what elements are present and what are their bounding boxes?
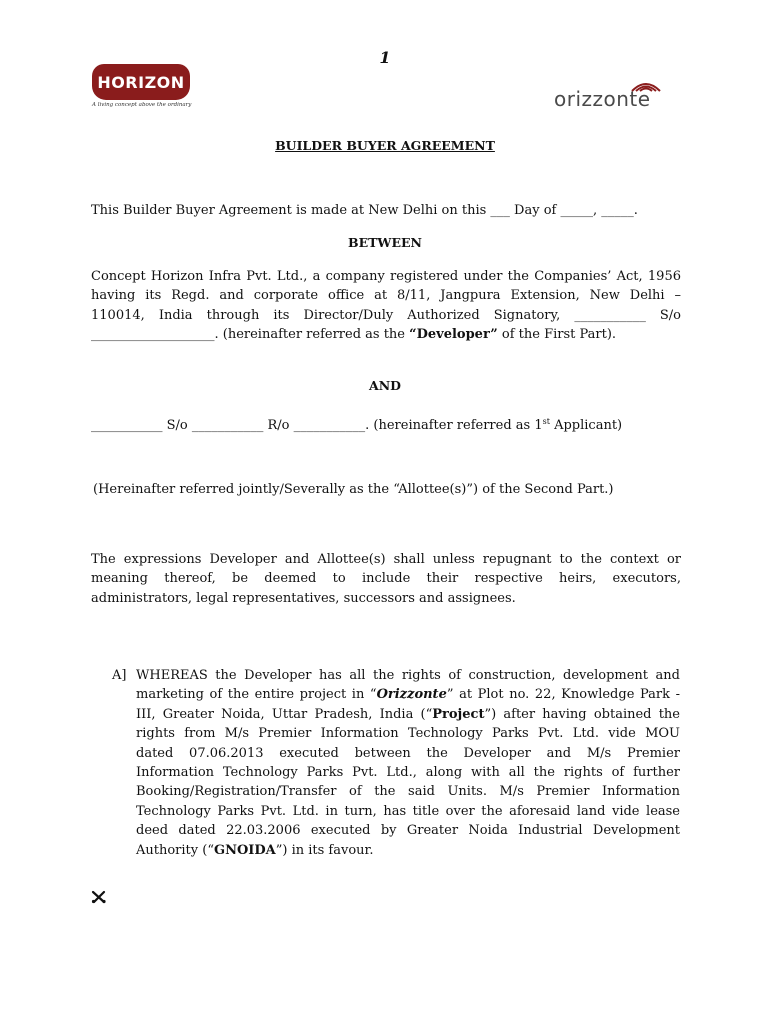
clause-a-line-2-text: marketing of the entire project in “ — [136, 687, 377, 703]
orizzonte-term: Orizzonte — [376, 687, 447, 703]
expressions-paragraph — [91, 550, 681, 608]
clause-a-line-9: deed dated 22.03.2006 executed by Greater Noida Industrial Development — [136, 823, 680, 839]
clause-a-line-3-text: III, Greater Noida, Uttar Pradesh, India (“ — [136, 706, 433, 722]
expressions-line-1: The expressions Developer and Allottee(s) shall unless repugnant to the context or — [91, 552, 681, 567]
clause-a-line-10-text: Authority (“ — [136, 842, 214, 858]
applicant-paragraph — [91, 412, 681, 435]
clause-a-line-7: Booking/Registration/Transfer of the said Units. M/s Premier Information — [136, 784, 680, 800]
clause-a-body — [136, 666, 680, 860]
scissor-cross-icon — [91, 890, 107, 904]
horizon-logo-tagline: A living concept above the ordinary — [92, 102, 192, 108]
developer-line-1: Concept Horizon Infra Pvt. Ltd., a company registered under the Companies’ Act, 1956 — [91, 269, 681, 284]
developer-term: “Developer” — [409, 327, 498, 343]
applicant-text-end: Applicant) — [549, 418, 623, 433]
between-heading: BETWEEN — [348, 235, 422, 250]
clause-a-line-2 — [136, 685, 680, 704]
developer-line-4-end: of the First Part). — [497, 327, 617, 343]
clause-a-line-1: WHEREAS the Developer has all the rights of construction, development and — [136, 668, 680, 683]
document-title: BUILDER BUYER AGREEMENT — [275, 138, 495, 153]
expressions-line-3: administrators, legal representatives, successors and assignees. — [91, 590, 516, 606]
page-number: 1 — [379, 48, 391, 67]
clause-a-line-3-end: ”) after having obtained the — [484, 706, 680, 722]
clause-a-line-8: Technology Parks Pvt. Ltd. in turn, has title over the aforesaid land vide lease — [136, 803, 680, 819]
developer-line-3: 110014, India through its Director/Duly Authorized Signatory, ___________ S/o — [91, 307, 681, 323]
expressions-line-2: meaning thereof, be deemed to include their respective heirs, executors, — [91, 571, 681, 587]
developer-line-4 — [91, 325, 681, 344]
clause-a-line-4: rights from M/s Premier Information Technology Parks Pvt. Ltd. vide MOU — [136, 726, 680, 742]
horizon-logo-name: HORIZON — [97, 72, 185, 92]
clause-a-line-3 — [136, 705, 680, 724]
applicant-text: ___________ S/o ___________ R/o ___________. (hereinafter referred as 1 — [91, 418, 543, 433]
developer-line-4-text: ___________________. (hereinafter referred as the — [91, 327, 410, 343]
orizzonte-logo — [554, 78, 678, 114]
allottee-note: (Hereinafter referred jointly/Severally as the “Allottee(s)”) of the Second Part.) — [93, 482, 614, 497]
clause-a-line-2-end: ” at Plot no. 22, Knowledge Park - — [446, 687, 680, 703]
clause-a-line-5: dated 07.06.2013 executed between the Developer and M/s Premier — [136, 745, 680, 761]
developer-line-2: having its Regd. and corporate office at 8/11, Jangpura Extension, New Delhi – — [91, 288, 681, 304]
horizon-logo — [92, 64, 196, 114]
clause-a-label: A] — [112, 668, 127, 683]
gnoida-term: GNOIDA — [213, 842, 276, 858]
project-term: Project — [432, 706, 485, 722]
clause-a-line-10 — [136, 841, 680, 860]
developer-party-paragraph — [91, 267, 681, 345]
applicant-ordinal: st — [542, 417, 550, 426]
clause-a-line-10-end: ”) in its favour. — [275, 842, 374, 858]
horizon-logo-badge — [92, 64, 190, 100]
and-heading: AND — [369, 378, 401, 393]
orizzonte-logo-name: orizzonte — [554, 87, 651, 111]
intro-paragraph: This Builder Buyer Agreement is made at New Delhi on this ___ Day of _____, _____. — [91, 203, 638, 218]
clause-a-line-6: Information Technology Parks Pvt. Ltd., along with all the rights of further — [136, 765, 680, 781]
